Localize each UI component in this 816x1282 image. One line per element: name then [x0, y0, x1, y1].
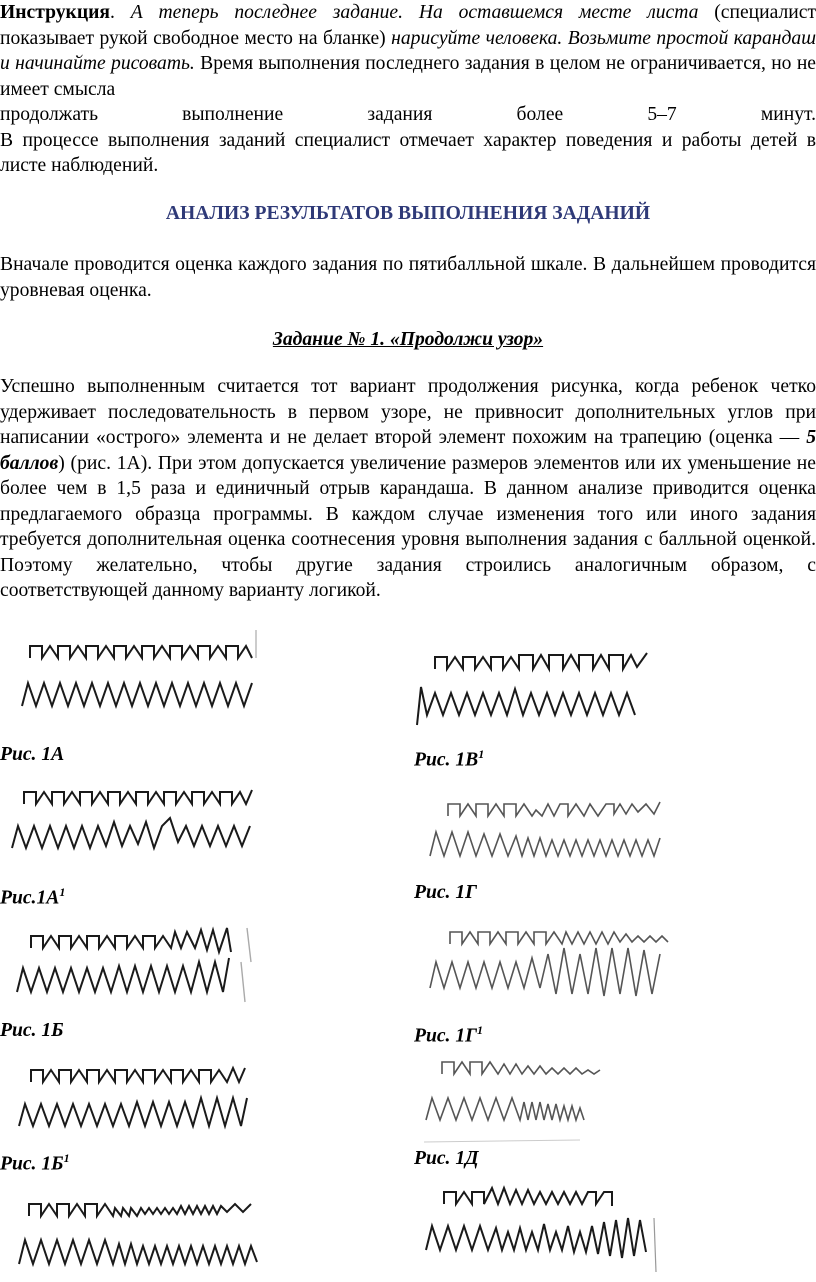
word: 5–7: [647, 104, 677, 125]
word: более: [516, 104, 564, 125]
word: минут.: [760, 104, 816, 125]
instruction-dot: .: [110, 2, 131, 23]
figure-1g1-image: [420, 918, 675, 1008]
figure-1a-image: [20, 628, 260, 718]
caption-sup: 1: [477, 1023, 483, 1037]
task-text-2: ) (рис. 1А). При этом допускается увеличение размеров элементов или их уменьшение не более чем в 1,5 раза и единичный отрыв карандаша. В данном анализе приводится оценка предлагаемого образца программы. В каждом случае изменения того или иного задания требуется дополнительная оценка соотнесения уровня выполнения задания с балльной оценкой. Поэтому желательно, чтобы другие задания строились аналогичным образом, с соответствующей данному варианту логикой.: [0, 452, 816, 601]
figure-1v1-caption: [414, 742, 484, 773]
figure-1g-image: [420, 790, 670, 870]
figure-1a1-caption: [0, 880, 65, 911]
instruction-plain-3: В процессе выполнения заданий специалист отмечает характер поведения и работы детей в листе наблюдений.: [0, 129, 816, 176]
instruction-plain-2: Время выполнения последнего задания в целом не ограничивается, но не имеет смысла: [0, 53, 816, 100]
figure-1b1-caption: [0, 1146, 70, 1177]
instruction-paragraph: [0, 0, 816, 179]
task-score: 5 баллов: [0, 427, 816, 474]
figure-bottom-left-image: [15, 1190, 265, 1275]
caption-sup: 1: [478, 747, 485, 761]
instruction-spaced-line: [0, 102, 816, 128]
figure-1b-caption: Рис. 1Б: [0, 1020, 64, 1041]
caption-text: Рис. 1Г: [414, 1025, 477, 1047]
figure-bottom-right-image: [420, 1178, 665, 1278]
instruction-label: Инструкция: [0, 2, 110, 23]
task-text-1: Успешно выполненным считается тот вариант продолжения рисунка, когда ребенок четко удерживает последовательность в первом узоре, не привносит дополнительных углов при написании «острого» элемента и не делает второй элемент похожим на трапецию (оценка —: [0, 376, 816, 448]
instruction-italic-2: нарисуйте человека. Возьмите простой карандаш и начинайте рисовать.: [0, 27, 816, 74]
intro-paragraph: [0, 252, 816, 303]
word: задания: [367, 104, 433, 125]
word: продолжать: [0, 104, 99, 125]
figure-1d-image: [420, 1052, 620, 1147]
instruction-italic-1: А теперь последнее задание. На оставшемся месте листа: [130, 2, 699, 23]
task-title: Задание № 1. «Продолжи узор»: [272, 329, 544, 350]
caption-sup: 1: [59, 885, 66, 899]
instruction-plain-1: (специалист показывает рукой свободное место на бланке): [0, 2, 816, 49]
figure-1b1-image: [15, 1058, 260, 1138]
figure-1g1-caption: [414, 1018, 483, 1049]
figure-1v1-image: [415, 645, 660, 740]
intro-text: Вначале проводится оценка каждого задания по пятибалльной шкале. В дальнейшем проводится уровневая оценка.: [0, 254, 816, 301]
caption-sup: 1: [63, 1151, 70, 1165]
caption-text: Рис. 1Б: [0, 1153, 64, 1175]
word: выполнение: [182, 104, 284, 125]
caption-text: Рис.1А: [0, 887, 60, 909]
figure-1a1-image: [10, 782, 260, 872]
task-paragraph: [0, 374, 816, 604]
figure-1g-caption: Рис. 1Г: [414, 882, 477, 903]
caption-text: Рис. 1В: [414, 749, 479, 771]
section-heading: АНАЛИЗ РЕЗУЛЬТАТОВ ВЫПОЛНЕНИЯ ЗАДАНИЙ: [165, 203, 651, 224]
figure-1a-caption: Рис. 1А: [0, 744, 65, 765]
figure-1b-image: [15, 922, 270, 1012]
figure-1d-caption: Рис. 1Д: [414, 1148, 479, 1169]
